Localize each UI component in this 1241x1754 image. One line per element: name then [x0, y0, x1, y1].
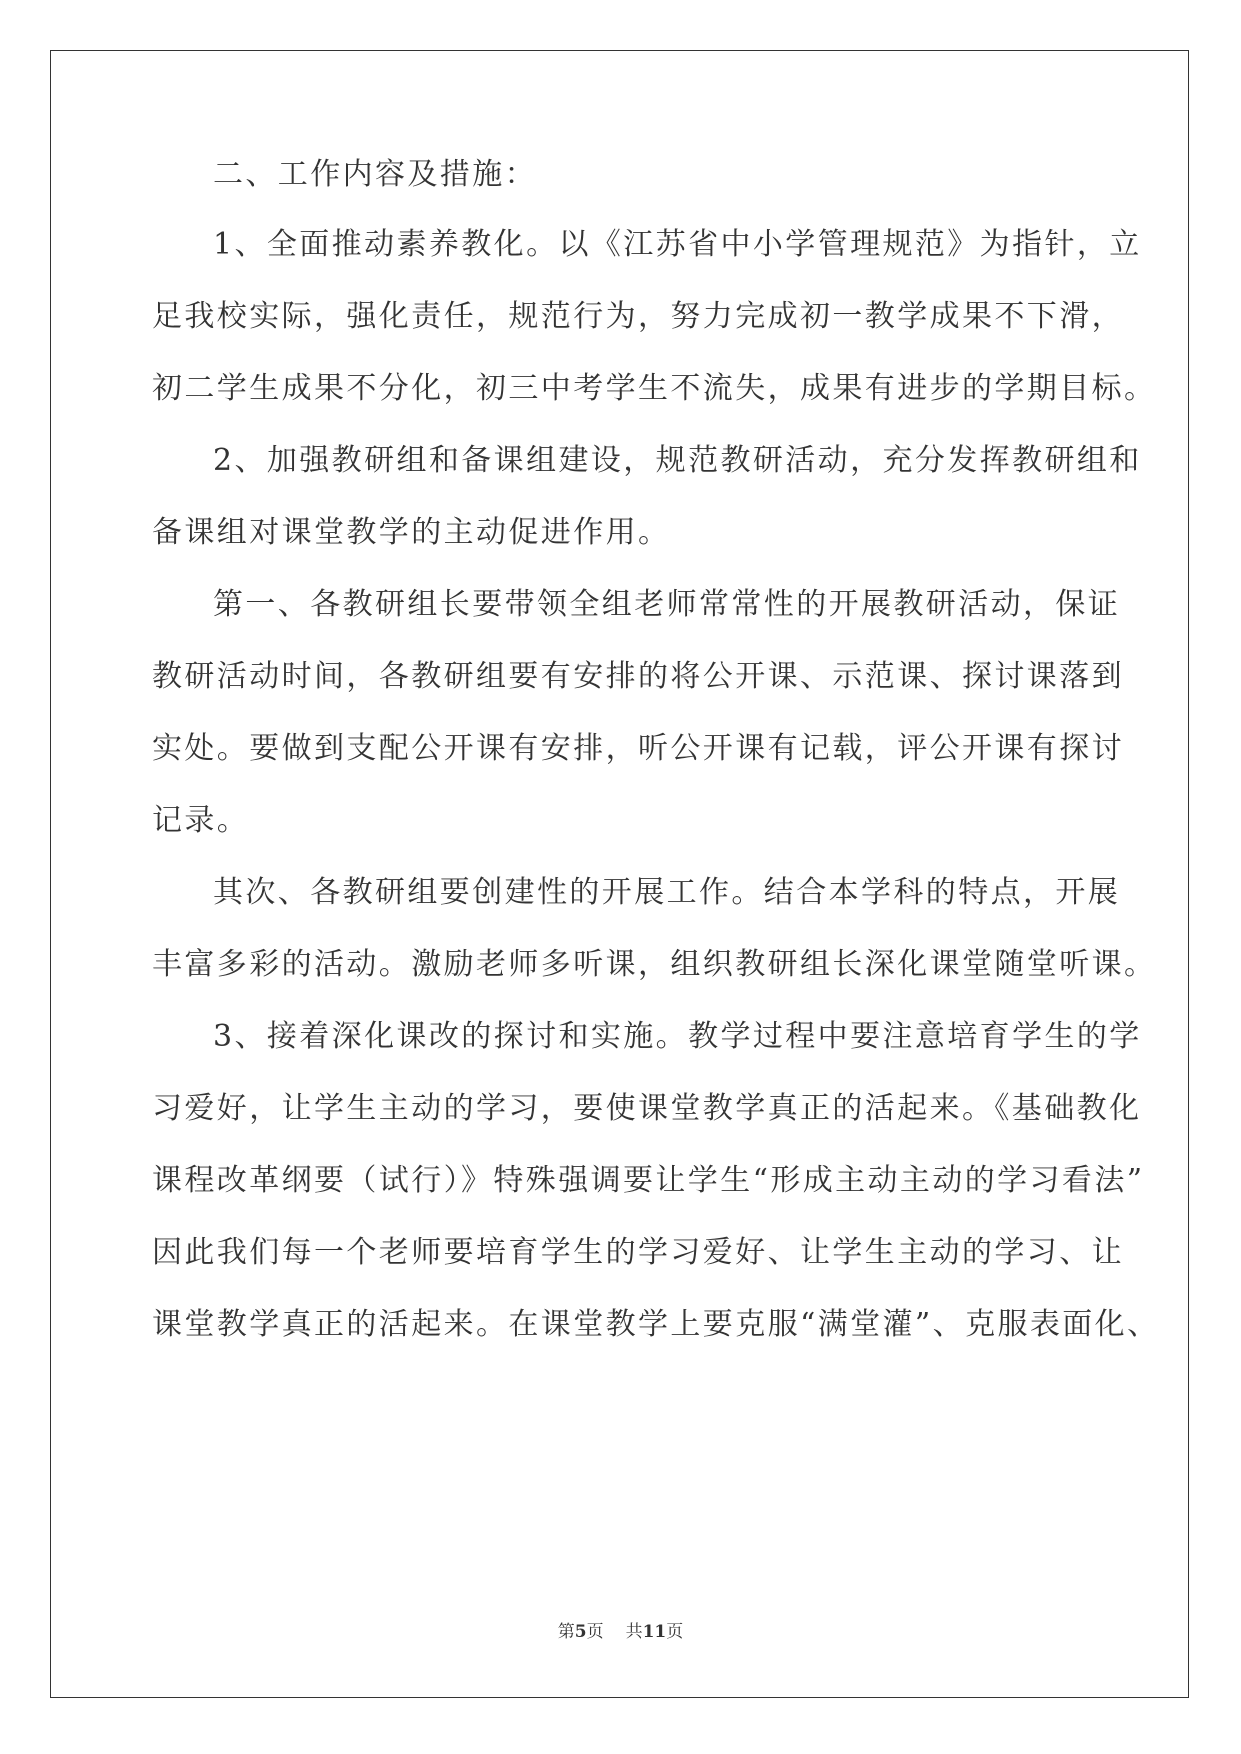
text-line: 因此我们每一个老师要培育学生的学习爱好、让学生主动的学习、让: [152, 1235, 1124, 1270]
text-line: 第一、各教研组长要带领全组老师常常性的开展教研活动，保证: [213, 587, 1121, 622]
page-number: 5: [574, 1622, 587, 1642]
text-line: 备课组对课堂教学的主动促进作用。: [152, 515, 671, 550]
page-footer: [0, 1621, 1241, 1643]
page-prefix: 第: [557, 1622, 575, 1642]
text-line: 3、接着深化课改的探讨和实施。教学过程中要注意培育学生的学: [213, 1019, 1142, 1054]
text-line: 丰富多彩的活动。激励老师多听课，组织教研组长深化课堂随堂听课。: [152, 947, 1157, 982]
text-line: 实处。要做到支配公开课有安排，听公开课有记载，评公开课有探讨: [152, 731, 1124, 766]
text-line: 教研活动时间，各教研组要有安排的将公开课、示范课、探讨课落到: [152, 659, 1124, 694]
text-line: 2、加强教研组和备课组建设，规范教研活动，充分发挥教研组和: [213, 443, 1142, 478]
total-prefix: 共: [625, 1622, 643, 1642]
text-line: 1、全面推动素养教化。以《江苏省中小学管理规范》为指针，立: [213, 227, 1142, 262]
total-pages: 11: [642, 1622, 667, 1642]
total-suffix: 页: [666, 1622, 684, 1642]
text-line: 其次、各教研组要创建性的开展工作。结合本学科的特点，开展: [213, 875, 1121, 910]
text-line: 初二学生成果不分化，初三中考学生不流失，成果有进步的学期目标。: [152, 371, 1157, 406]
text-line: 习爱好，让学生主动的学习，要使课堂教学真正的活起来。《基础教化: [152, 1091, 1142, 1126]
text-line: 课程改革纲要（试行）》特殊强调要让学生“形成主动主动的学习看法”: [152, 1163, 1145, 1198]
text-line: 足我校实际，强化责任，规范行为，努力完成初一教学成果不下滑，: [152, 299, 1124, 334]
text-line: 课堂教学真正的活起来。在课堂教学上要克服“满堂灌”、克服表面化、: [152, 1307, 1160, 1342]
page-suffix: 页: [586, 1622, 604, 1642]
text-line: 二、工作内容及措施：: [213, 157, 537, 192]
text-line: 记录。: [152, 803, 250, 838]
